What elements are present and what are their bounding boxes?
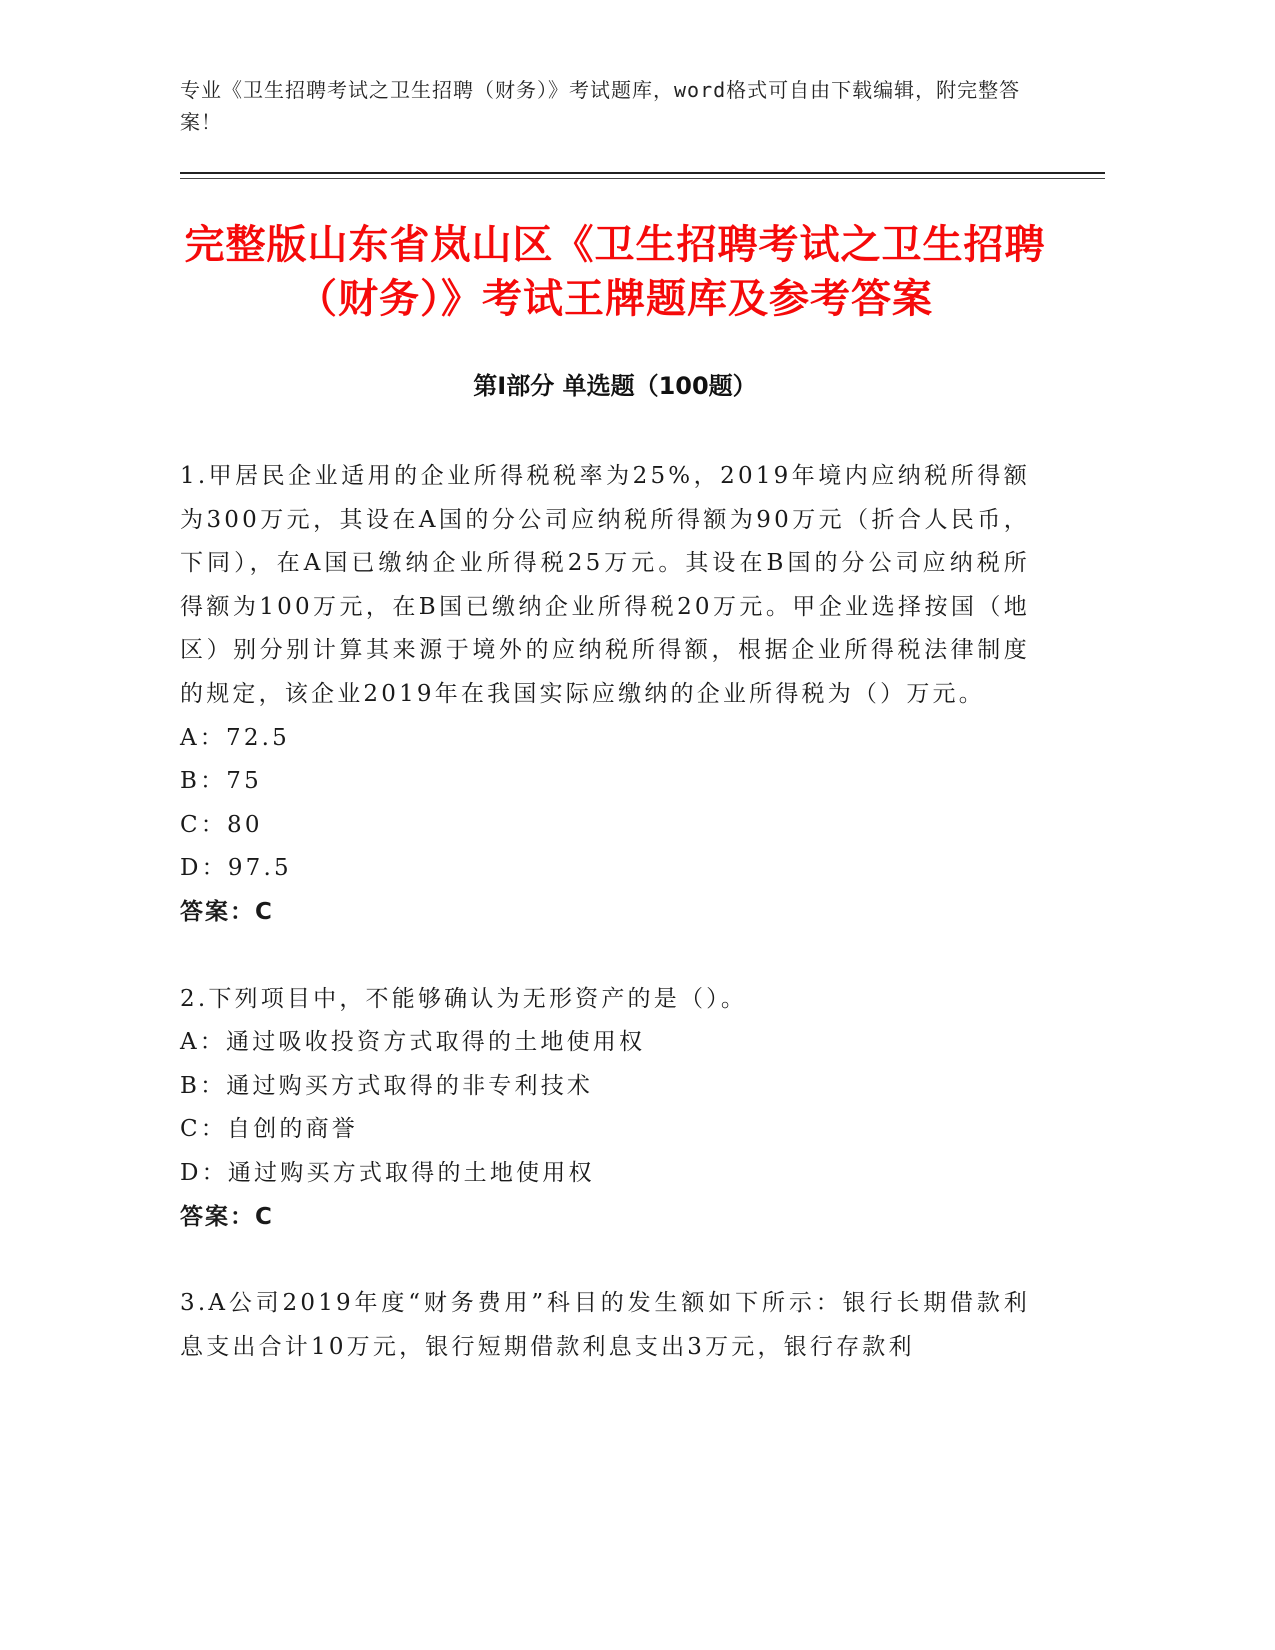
option-b: B：通过购买方式取得的非专利技术 xyxy=(180,1072,594,1099)
question-stem: 3.A公司2019年度“财务费用”科目的发生额如下所示：银行长期借款利息支出合计10万元，银行短期借款利息支出3万元，银行存款利 xyxy=(180,1290,1030,1360)
answer-line: 答案：C xyxy=(180,898,274,925)
header-note: 专业《卫生招聘考试之卫生招聘（财务）》考试题库，word格式可自由下载编辑，附完整答案！ xyxy=(180,78,1021,134)
option-a: A：72.5 xyxy=(180,724,291,751)
header-divider-thick xyxy=(180,172,1105,174)
question-3 xyxy=(180,1282,1030,1369)
option-c: C：80 xyxy=(180,811,263,838)
question-list xyxy=(180,455,1030,1412)
question-stem: 2.下列项目中，不能够确认为无形资产的是（）。 xyxy=(180,985,748,1012)
question-stem: 1.甲居民企业适用的企业所得税税率为25%，2019年境内应纳税所得额为300万元，其设在A国的分公司应纳税所得额为90万元（折合人民币，下同），在A国已缴纳企业所得税25万元。其设在B国的分公司应纳税所得额为100万元，在B国已缴纳企业所得税20万元。甲企业选择按国（地区）别分别计算其来源于境外的应纳税所得额，根据企业所得税法律制度的规定，该企业2019年在我国实际应缴纳的企业所得税为（）万元。 xyxy=(180,463,1030,707)
option-a: A：通过吸收投资方式取得的土地使用权 xyxy=(180,1029,646,1056)
header-divider-thin xyxy=(180,178,1105,179)
option-d: D：通过购买方式取得的土地使用权 xyxy=(180,1159,595,1186)
section-heading: 第Ⅰ部分 单选题（100题） xyxy=(473,372,757,400)
question-2 xyxy=(180,978,1030,1240)
option-b: B：75 xyxy=(180,768,262,795)
answer-line: 答案：C xyxy=(180,1203,274,1230)
option-c: C：自创的商誉 xyxy=(180,1116,358,1143)
document-title: 完整版山东省岚山区《卫生招聘考试之卫生招聘（财务）》考试王牌题库及参考答案 xyxy=(184,222,1046,322)
question-1 xyxy=(180,455,1030,935)
option-d: D：97.5 xyxy=(180,855,292,882)
